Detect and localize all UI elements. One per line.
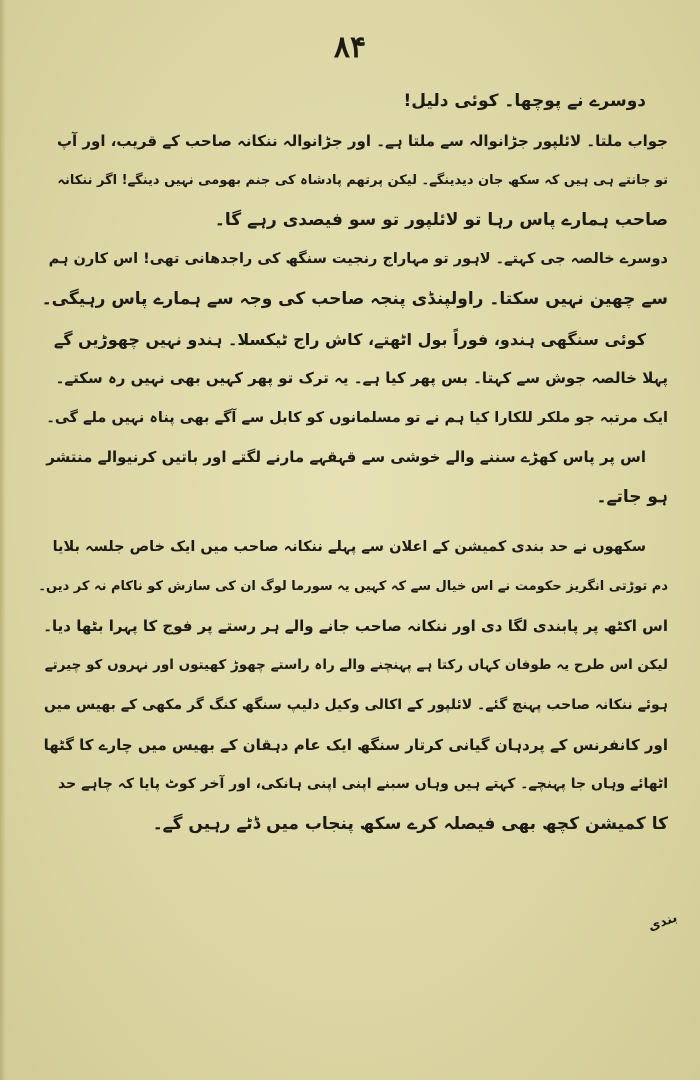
text-line: پہلا خالصہ جوش سے کہتا۔ بس پھر کیا ہے۔ یہ ترک تو پھر کہیں بھی نہیں رہ سکتے۔ (55, 369, 668, 388)
text-line: اٹھائے وہاں جا پہنچے۔ کہتے ہیں وہاں سبنے اپنی اپنی ہانکی، اور آخر کوٹ پایا کہ چاہے حد (58, 776, 668, 793)
text-line: کوئی سنگھی ہندو، فوراً بول اٹھتے، کاش راج ٹیکسلا۔ ہندو نہیں چھوڑیں گے (53, 329, 646, 349)
text-line: اور کانفرنس کے پردہان گیانی کرتار سنگھ ایک عام دہقان کے بھیس میں چارے کا گٹھا (43, 735, 668, 754)
text-line: ہو جاتے۔ (596, 486, 668, 507)
text-line: دم توڑتی انگریز حکومت نے اس خیال سے کہ کہیں یہ سورما لوگ ان کی سازش کو ناکام نہ کر دیں۔ (38, 579, 668, 595)
text-line: ہوئے ننکانہ صاحب پہنچ گئے۔ لائلپور کے اکالی وکیل دلیپ سنگھ کنگ گر مکھی کے بھیس میں (44, 696, 668, 713)
body-text (38, 82, 668, 844)
page-number: ۸۴ (333, 30, 367, 65)
text-line: دوسرے نے پوچھا۔ کوئی دلیل! (403, 91, 646, 111)
text-line: سے چھین نہیں سکتا۔ راولپنڈی پنجہ صاحب کی وجہ سے ہمارے پاس رہیگی۔ (41, 288, 668, 309)
text-line: دوسرے خالصہ جی کہتے۔ لاہور تو مہاراج رنجیت سنگھ کی راجدھانی تھی! اس کارن ہم (48, 251, 668, 268)
text-line: کا کمیشن کچھ بھی فیصلہ کرے سکھ پنجاب میں ڈٹے رہیں گے۔ (152, 813, 668, 834)
text-line: جواب ملتا۔ لائلپور جڑانوالہ سے ملتا ہے۔ اور جڑانوالہ ننکانہ صاحب کے قریب، اور آپ (56, 131, 668, 150)
text-line: لیکن اس طرح یہ طوفان کہاں رکتا ہے پہنچنے والے راہ راستے چھوڑ کھیتوں اور نہروں کو چیرتے (44, 657, 668, 674)
margin-note: بندی (646, 910, 680, 935)
page-edge-shadow (0, 0, 6, 1080)
text-line: صاحب ہمارے پاس رہا تو لائلپور تو سو فیصدی رہے گا۔ (214, 209, 668, 230)
text-line: تو جانتے ہی ہیں کہ سکھ جان دیدینگے۔ لیکن پرتھم پادشاہ کی جنم بھومی نہیں دینگے! اگر ننکانہ (57, 173, 668, 189)
text-line: اس اکٹھ پر پابندی لگا دی اور ننکانہ صاحب جانے والے ہر رستے پر فوج کا پہرا بٹھا دیا۔ (43, 616, 668, 635)
text-line: سکھوں نے حد بندی کمیشن کے اعلان سے پہلے ننکانہ صاحب میں ایک خاص جلسہ بلایا (52, 538, 646, 555)
text-line: ایک مرتبہ جو ملکر للکارا کیا ہم نے تو مسلمانوں کو کابل سے آگے بھی پناہ نہیں ملے گی۔ (46, 409, 668, 426)
text-line: اس پر پاس کھڑے سننے والے خوشی سے قہقہے مارنے لگتے اور باتیں کرنیوالے منتشر (46, 448, 646, 467)
